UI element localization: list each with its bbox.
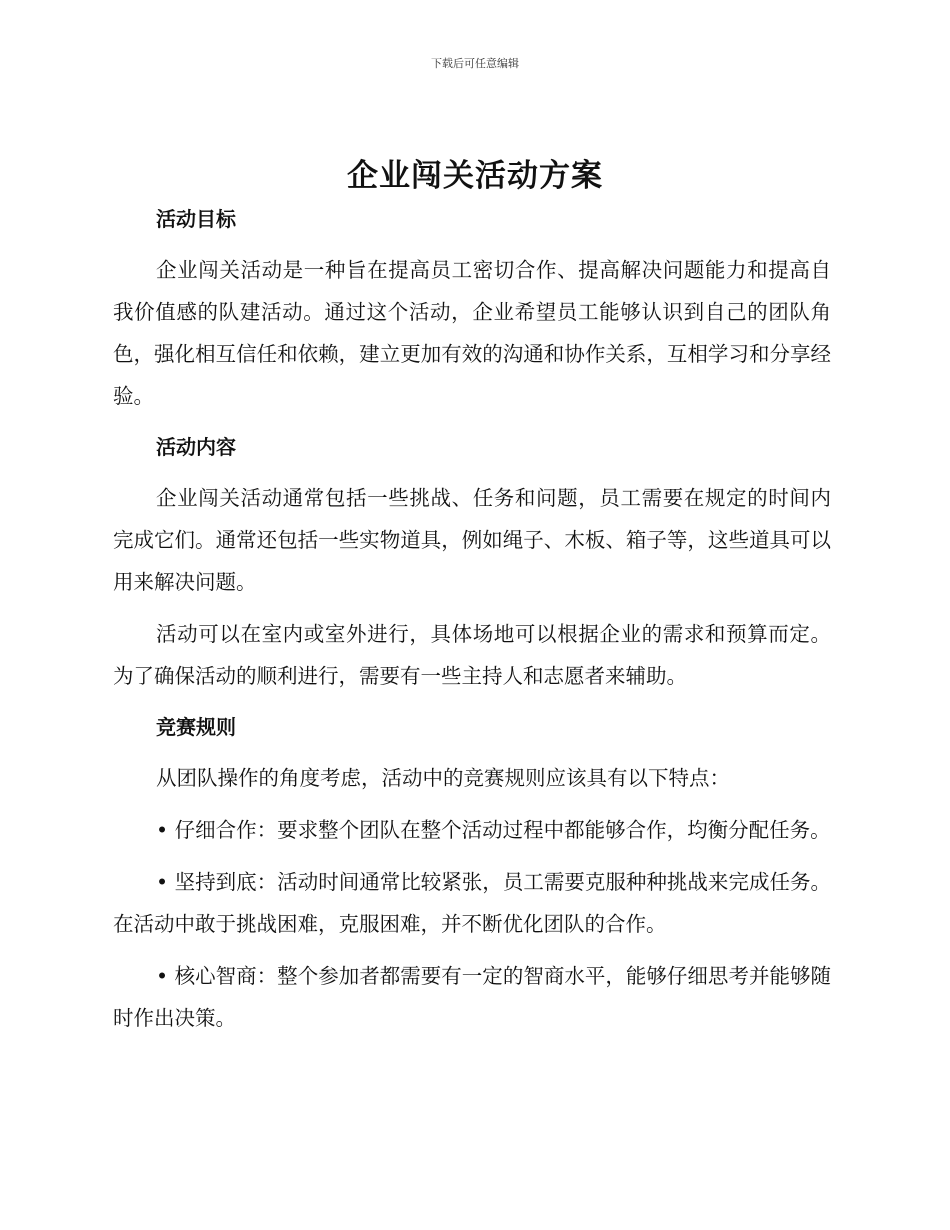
bullet-item-persistence: • 坚持到底：活动时间通常比较紧张，员工需要克服种种挑战来完成任务。在活动中敢于挑战困难，克服困难，并不断优化团队的合作。: [113, 870, 831, 936]
document-body: [113, 199, 831, 1049]
paragraph: 活动可以在室内或室外进行，具体场地可以根据企业的需求和预算而定。为了确保活动的顺利进行，需要有一些主持人和志愿者来辅助。: [113, 622, 831, 688]
bullet-item-intelligence: • 核心智商：整个参加者都需要有一定的智商水平，能够仔细思考并能够随时作出决策。: [113, 964, 831, 1030]
document-title: 企业闯关活动方案: [347, 158, 603, 194]
paragraph: 企业闯关活动通常包括一些挑战、任务和问题，员工需要在规定的时间内完成它们。通常还包括一些实物道具，例如绳子、木板、箱子等，这些道具可以用来解决问题。: [113, 486, 831, 594]
header-note: 下载后可任意编辑: [431, 57, 519, 70]
paragraph: 企业闯关活动是一种旨在提高员工密切合作、提高解决问题能力和提高自我价值感的队建活动。通过这个活动，企业希望员工能够认识到自己的团队角色，强化相互信任和依赖，建立更加有效的沟通和协作关系，互相学习和分享经验。: [113, 258, 831, 408]
paragraph: 从团队操作的角度考虑，活动中的竞赛规则应该具有以下特点：: [156, 766, 730, 790]
section-heading-goals: 活动目标: [156, 207, 236, 231]
section-heading-rules: 竞赛规则: [156, 715, 236, 739]
section-heading-content: 活动内容: [156, 435, 236, 459]
bullet-item-cooperation: • 仔细合作：要求整个团队在整个活动过程中都能够合作，均衡分配任务。: [156, 818, 831, 842]
